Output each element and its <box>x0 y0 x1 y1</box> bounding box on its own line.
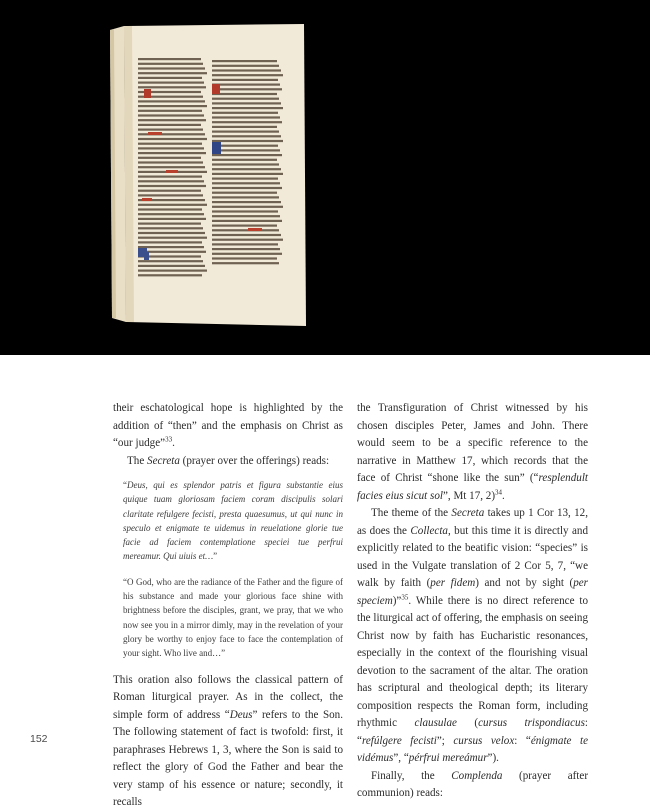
paragraph: Finally, the Complenda (prayer after communion) reads: <box>357 769 589 799</box>
illuminated-manuscript-page-image <box>108 22 308 327</box>
right-column <box>357 400 588 803</box>
footnote-ref: 34 <box>495 487 503 496</box>
footnote-ref: 33 <box>165 435 173 444</box>
latin-quote: “Deus, qui es splendor patris et figura substantie eius quique tuam gloriosam faciem coram discipulis solari claritate refulgere fecisti, presta quaesumus, ut qui nunc in speculo et enigmate te uidemus in reuelatione glorie tue facie ad faciem contemplatione speciei tue perfrui mereamur. Qui uiuis et…” <box>123 480 343 562</box>
left-column <box>113 400 343 812</box>
paragraph: the Transfiguration of Christ witnessed by his chosen disciples Peter, James and John. There would seem to be a specific reference to the narrative in Matthew 17, which records that the face of Christ “shone like the sun” (“resplendult facies eius sicut sol”, Mt 17, 2)$^{34}$. <box>357 402 588 502</box>
page-number: 152 <box>30 733 48 745</box>
paragraph: their eschatological hope is highlighted by the addition of “then” and the emphasis on Christ as “our judge”$^{33}$. <box>113 402 343 449</box>
footnote-ref: 35 <box>401 592 409 601</box>
manuscript-photo <box>0 0 650 355</box>
english-quote: “O God, who are the radiance of the Father and the figure of his substance and made your glorious face shine with brightness before the disciples, grant, we pray, that we who now see you in a mirror dimly, may in the revelation of your glory be worthy to enjoy face to face the contemplation of your sight. Who live and…” <box>123 576 343 659</box>
paragraph: The Secreta (prayer over the offerings) reads: <box>127 454 330 467</box>
paragraph: The theme of the Secreta takes up 1 Cor 13, 12, as does the Collecta, but this time it is directly and explicitly related to the beatific vision: “species” is used in the Vulgate translation of 2 Cor 5, 7, “we walk by faith (per fidem) and not by sight (per speciem)”$^{35}$. While there is no direct reference to the liturgical act of offering, the emphasis on seeing Christ now by faith has Eucharistic resonances, especially in the context of the flourishing visual devotion to the sacrament of the altar. The oration has scriptural and theological depth; its literary composition respects the Roman form, including rhythmic clausulae (cursus trispondiacus: “refúlgere fecisti”; cursus velox: “énigmate te vidémus”, “pérfrui mereámur”). <box>357 507 589 764</box>
paragraph: This oration also follows the classical pattern of Roman liturgical prayer. As in the collect, the simple form of address “Deus” refers to the Son. The following statement of fact is twofold: first, it paraphrases Hebrews 1, 3, where the Son is said to reflect the glory of God the Father and bear the very stamp of his essence or nature; secondly, it recalls <box>113 673 343 809</box>
